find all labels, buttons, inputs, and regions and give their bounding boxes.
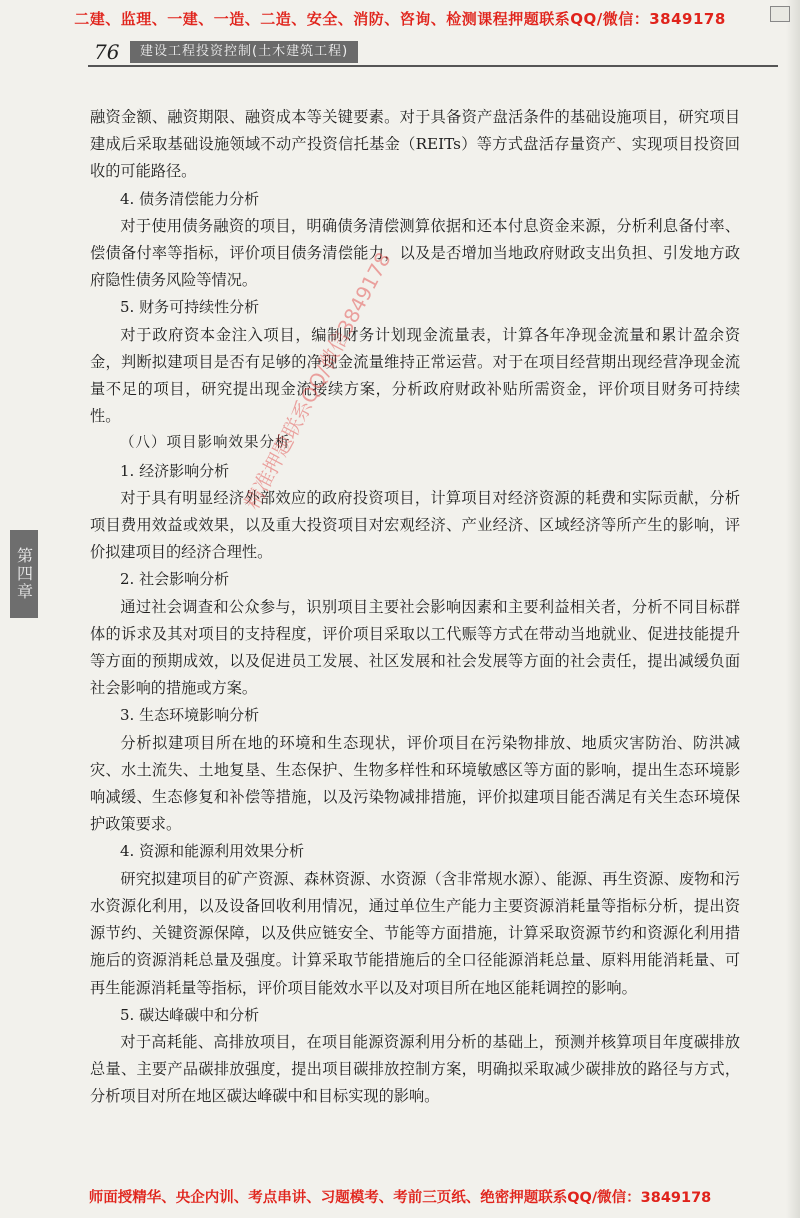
watermark-text: 精准押题联系QQ/微信3849178 bbox=[239, 248, 396, 514]
page-header bbox=[88, 38, 788, 66]
paragraph-debt-repayment: 对于使用债务融资的项目，明确债务清偿测算依据和还本付息资金来源，分析利息备付率、偿债备付率等指标，评价项目债务清偿能力，以及是否增加当地政府财政支出负担、引发地方政府隐性债务风险等情况。 bbox=[90, 216, 740, 290]
heading-carbon: 5. 碳达峰碳中和分析 bbox=[120, 1005, 260, 1024]
heading-financial-sustainability: 5. 财务可持续性分析 bbox=[120, 298, 260, 317]
heading-resource-energy: 4. 资源和能源利用效果分析 bbox=[120, 842, 305, 861]
section-heading-impact: （八）项目影响效果分析 bbox=[120, 435, 291, 452]
paragraph-resource-energy: 研究拟建项目的矿产资源、森林资源、水资源（含非常规水源）、能源、再生资源、废物和污水资源化利用，以及设备回收利用情况，通过单位生产能力主要资源消耗量等指标分析，提出资源节约、关键资源保障，以及供应链安全、节能等方面措施，计算采取资源节约和资源化利用措施后的资源消耗总量及强度。计算采取节能措施后的全口径能源消耗总量、原料用能消耗量、可再生能源消耗量等指标，评价项目能效水平以及对项目所在地区能耗调控的影响。 bbox=[90, 869, 740, 997]
page-number: 76 bbox=[94, 40, 120, 64]
paragraph-social-impact: 通过社会调查和公众参与，识别项目主要社会影响因素和主要利益相关者，分析不同目标群体的诉求及其对项目的支持程度，评价项目采取以工代赈等方式在带动当地就业、促进技能提升等方面的预期成效，以及促进员工发展、社区发展和社会发展等方面的社会责任，提出减缓负面社会影响的措施或方案。 bbox=[90, 597, 740, 698]
chapter-tab: 第四章 bbox=[10, 530, 38, 618]
paragraph-economic-impact: 对于具有明显经济外部效应的政府投资项目，计算项目对经济资源的耗费和实际贡献，分析项目费用效益或效果，以及重大投资项目对宏观经济、产业经济、区域经济等所产生的影响，评价拟建项目的经济合理性。 bbox=[90, 488, 740, 562]
heading-debt-repayment: 4. 债务清偿能力分析 bbox=[120, 189, 260, 208]
heading-ecological-impact: 3. 生态环境影响分析 bbox=[120, 706, 260, 725]
paragraph-ecological-impact: 分析拟建项目所在地的环境和生态现状，评价项目在污染物排放、地质灾害防治、防洪减灾、水土流失、土地复垦、生态保护、生物多样性和环境敏感区等方面的影响，提出生态环境影响减缓、生态修复和补偿等措施，以及污染物减排措施，评价拟建项目能否满足有关生态环境保护政策要求。 bbox=[90, 733, 740, 834]
paragraph-financial-sustainability: 对于政府资本金注入项目，编制财务计划现金流量表，计算各年净现金流量和累计盈余资金，判断拟建项目是否有足够的净现金流量维持正常运营。对于在项目经营期出现经营净现金流量不足的项目，研究提出现金流接续方案，分析政府财政补贴所需资金，评价项目财务可持续性。 bbox=[90, 325, 740, 426]
promo-banner-bottom: 师面授精华、央企内训、考点串讲、习题模考、考前三页纸、绝密押题联系QQ/微信：3849178 bbox=[88, 1190, 712, 1206]
heading-economic-impact: 1. 经济影响分析 bbox=[120, 461, 230, 480]
heading-social-impact: 2. 社会影响分析 bbox=[120, 570, 230, 589]
promo-banner-top: 二建、监理、一建、一造、二造、安全、消防、咨询、检测课程押题联系QQ/微信：3849178 bbox=[74, 10, 726, 28]
page-edge-shadow bbox=[786, 0, 800, 1218]
paragraph-intro: 融资金额、融资期限、融资成本等关键要素。对于具备资产盘活条件的基础设施项目，研究项目建成后采取基础设施领域不动产投资信托基金（REITs）等方式盘活存量资产、实现项目投资回收的可能路径。 bbox=[90, 108, 740, 181]
book-title: 建设工程投资控制(土木建筑工程) bbox=[130, 41, 358, 63]
page-body bbox=[90, 104, 740, 1111]
paragraph-carbon: 对于高耗能、高排放项目，在项目能源资源利用分析的基础上，预测并核算项目年度碳排放总量、主要产品碳排放强度，提出项目碳排放控制方案，明确拟采取减少碳排放的路径与方式，分析项目对所在地区碳达峰碳中和目标实现的影响。 bbox=[90, 1032, 740, 1106]
header-rule bbox=[88, 65, 778, 67]
